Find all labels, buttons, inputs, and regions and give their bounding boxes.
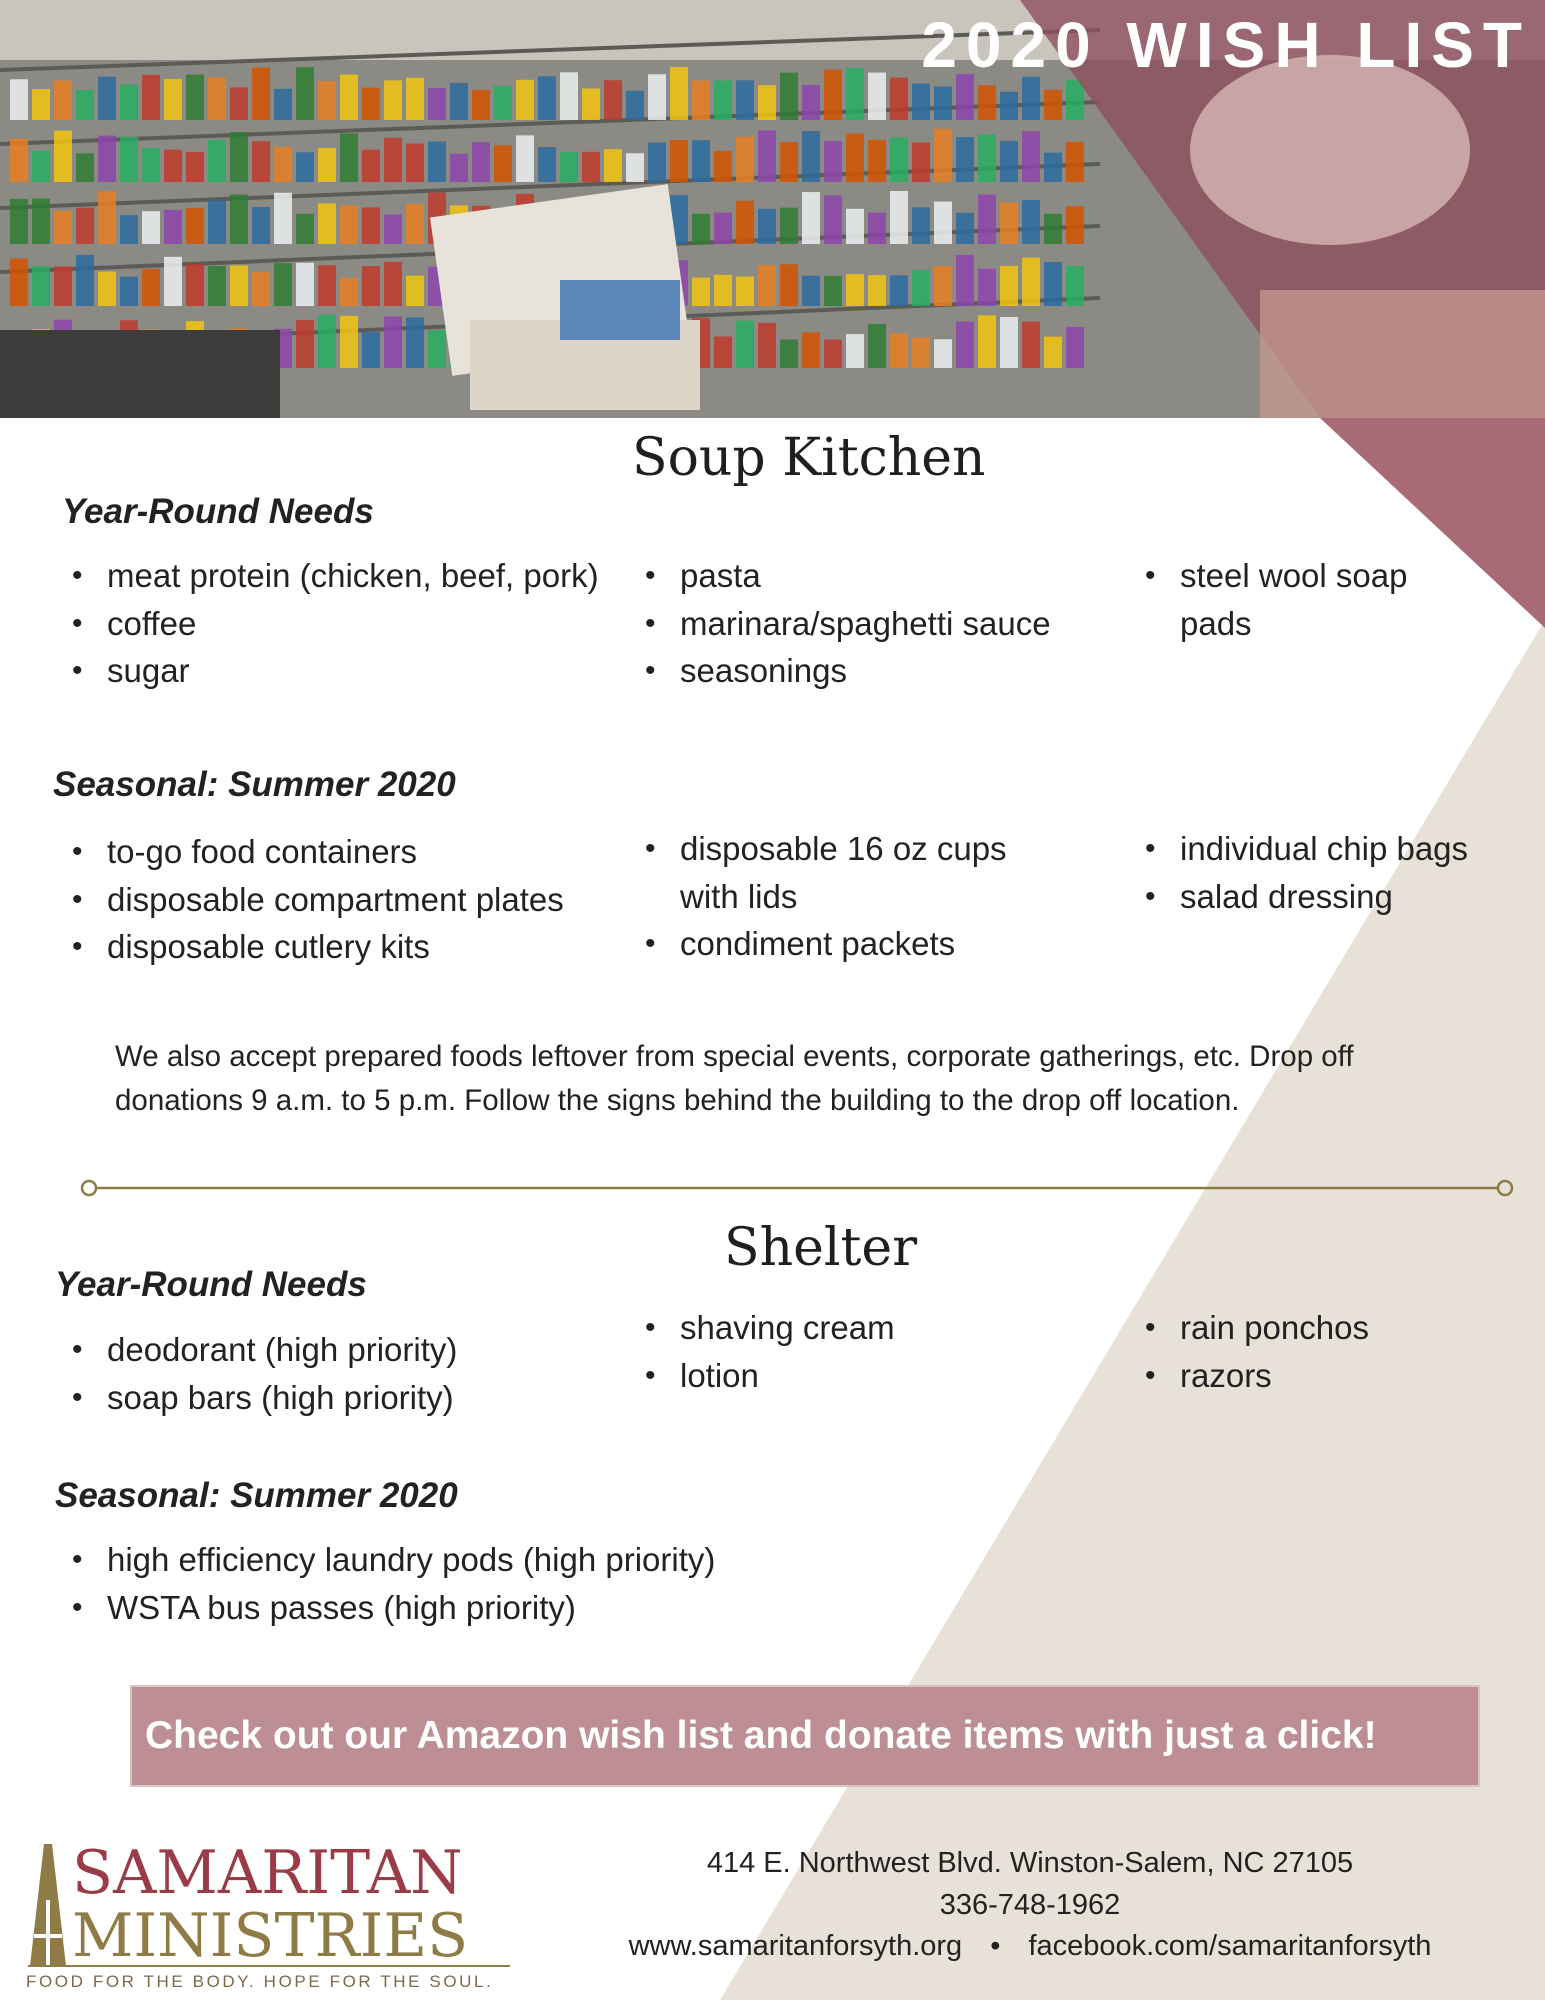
contact-phone: 336-748-1962 [939, 1889, 1121, 1921]
list-item: • salad dressing [1145, 873, 1525, 921]
logo-samaritan-text: SAMARITAN [72, 1838, 463, 1908]
logo-ministries-text: MINISTRIES [72, 1901, 469, 1968]
soup-kitchen-seasonal-heading: Seasonal: Summer 2020 [53, 765, 456, 804]
contact-address: 414 E. Northwest Blvd. Winston-Salem, NC 27105 [706, 1847, 1354, 1879]
header-photo [0, 0, 1545, 418]
wish-list-title: 2020 WISH LIST [921, 9, 1531, 81]
soup-kitchen-year-round-heading: Year-Round Needs [62, 492, 374, 531]
soup-kitchen-seasonal-col3 [1145, 825, 1525, 920]
list-item: • high efficiency laundry pods (high priority) [72, 1536, 832, 1584]
list-item: • pasta [645, 552, 1115, 600]
list-item: • disposable compartment plates [72, 876, 632, 924]
list-item: • marinara/spaghetti sauce [645, 600, 1115, 648]
amazon-wish-list-banner[interactable] [130, 1685, 1480, 1787]
shelter-seasonal-heading: Seasonal: Summer 2020 [55, 1476, 458, 1515]
list-item: • soap bars (high priority) [72, 1374, 632, 1422]
prepared-foods-note: We also accept prepared foods leftover from special events, corporate gatherings, etc. Drop off donations 9 a.m. to 5 p.m. Follow the signs behind the building to the drop off location. [115, 1040, 1354, 1117]
list-item: • individual chip bags [1145, 825, 1525, 873]
shelter-year-round-heading: Year-Round Needs [55, 1265, 367, 1304]
shelter-seasonal-col1 [72, 1536, 832, 1631]
logo-mark [24, 1838, 514, 1968]
list-item: • to-go food containers [72, 828, 632, 876]
soup-kitchen-year-round-col1 [72, 552, 632, 695]
list-item: • deodorant (high priority) [72, 1326, 632, 1374]
shelter-year-round-col1 [72, 1326, 632, 1421]
list-item: • sugar [72, 647, 632, 695]
website-link[interactable]: www.samaritanforsyth.org [628, 1930, 963, 1962]
link-separator: • [990, 1930, 1001, 1962]
list-item: • coffee [72, 600, 632, 648]
list-item: • meat protein (chicken, beef, pork) [72, 552, 632, 600]
list-item: • disposable 16 oz cups with lids [645, 825, 1045, 920]
list-item: • steel wool soap pads [1145, 552, 1465, 647]
list-item: • rain ponchos [1145, 1304, 1525, 1352]
list-item: • WSTA bus passes (high priority) [72, 1584, 832, 1632]
soup-kitchen-seasonal-col1 [72, 828, 632, 971]
soup-kitchen-year-round-col2 [645, 552, 1115, 695]
list-item: • shaving cream [645, 1304, 1045, 1352]
shelter-year-round-col2 [645, 1304, 1045, 1399]
soup-kitchen-title: Soup Kitchen [632, 428, 986, 488]
list-item: • razors [1145, 1352, 1525, 1400]
list-item: • condiment packets [645, 920, 1045, 968]
facebook-link[interactable]: facebook.com/samaritanforsyth [1028, 1930, 1432, 1962]
amazon-banner-text: Check out our Amazon wish list and donate items with just a click! [145, 1714, 1377, 1757]
list-item: • disposable cutlery kits [72, 923, 632, 971]
shelter-year-round-col3 [1145, 1304, 1525, 1399]
shelter-title: Shelter [724, 1218, 918, 1278]
contact-links [600, 1930, 1460, 1963]
soup-kitchen-seasonal-col2 [645, 825, 1045, 968]
section-divider [80, 1178, 1514, 1198]
soup-kitchen-year-round-col3 [1145, 552, 1465, 647]
list-item: • lotion [645, 1352, 1045, 1400]
list-item: • seasonings [645, 647, 1115, 695]
logo-tagline: FOOD FOR THE BODY. HOPE FOR THE SOUL. [26, 1972, 494, 1991]
